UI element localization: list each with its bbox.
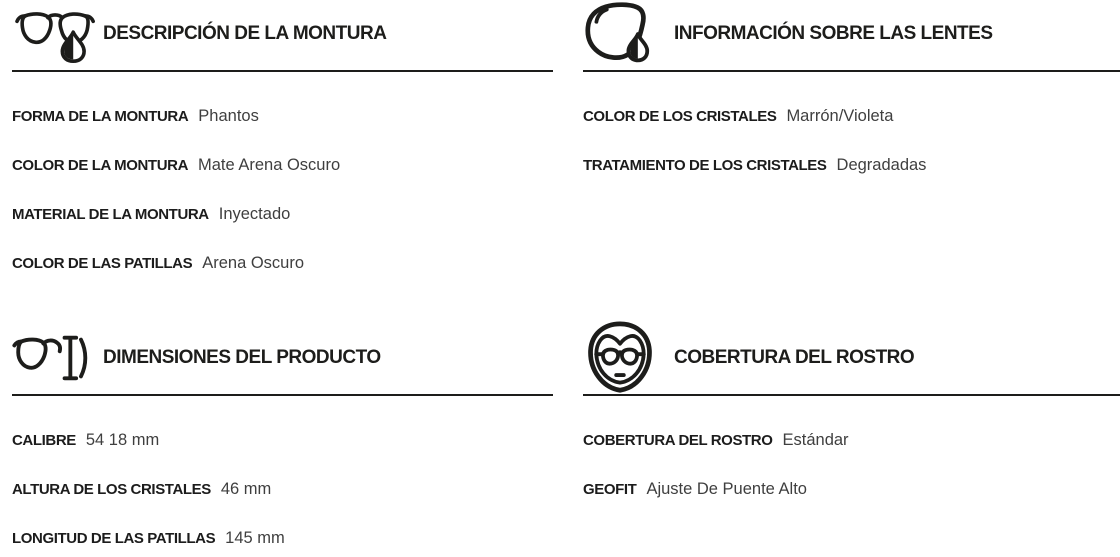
spec-label: COLOR DE LOS CRISTALES	[583, 108, 777, 125]
spec-label: COLOR DE LA MONTURA	[12, 157, 188, 174]
face-glasses-icon	[583, 320, 674, 396]
spec-value: 145 mm	[225, 529, 285, 547]
spec-label: LONGITUD DE LAS PATILLAS	[12, 530, 216, 547]
spec-row	[12, 429, 553, 452]
spec-value: Degradadas	[836, 156, 927, 174]
section-header	[583, 324, 1120, 392]
sunglasses-drop-icon	[12, 5, 103, 63]
section-title: INFORMACIÓN SOBRE LAS LENTES	[674, 23, 993, 44]
spec-row	[583, 105, 1120, 128]
spec-label: TRATAMIENTO DE LOS CRISTALES	[583, 157, 827, 174]
spec-row	[12, 154, 553, 177]
section-header	[12, 324, 553, 392]
spec-row	[12, 203, 553, 226]
spec-label: COBERTURA DEL ROSTRO	[583, 432, 773, 449]
spec-rows	[12, 72, 553, 275]
spec-label: GEOFIT	[583, 481, 637, 498]
spec-label: ALTURA DE LOS CRISTALES	[12, 481, 211, 498]
spec-rows	[583, 72, 1120, 177]
spec-row	[583, 429, 1120, 452]
spec-value: Ajuste De Puente Alto	[646, 480, 807, 498]
lens-drop-icon	[583, 2, 674, 66]
spec-label: COLOR DE LAS PATILLAS	[12, 255, 193, 272]
section-title: DIMENSIONES DEL PRODUCTO	[103, 347, 381, 368]
section-lens-information	[583, 0, 1120, 275]
spec-row	[12, 252, 553, 275]
section-product-dimensions	[12, 324, 553, 550]
section-title: DESCRIPCIÓN DE LA MONTURA	[103, 23, 387, 44]
spec-value: 54 18 mm	[85, 431, 160, 449]
section-frame-description	[12, 0, 553, 275]
spec-row	[583, 154, 1120, 177]
spec-value: Mate Arena Oscuro	[198, 156, 341, 174]
spec-label: FORMA DE LA MONTURA	[12, 108, 189, 125]
spec-value: Inyectado	[218, 205, 291, 223]
spec-rows	[583, 396, 1120, 501]
section-header	[583, 0, 1120, 68]
spec-row	[12, 527, 553, 550]
spec-value: Estándar	[782, 431, 849, 449]
section-title: COBERTURA DEL ROSTRO	[674, 347, 915, 368]
spec-row	[12, 478, 553, 501]
spec-row	[12, 105, 553, 128]
glasses-caliper-icon	[12, 330, 103, 386]
spec-value: Phantos	[198, 107, 259, 125]
spec-value: Marrón/Violeta	[786, 107, 894, 125]
spec-value: Arena Oscuro	[202, 254, 305, 272]
spec-label: MATERIAL DE LA MONTURA	[12, 206, 209, 223]
spec-row	[583, 478, 1120, 501]
spec-rows	[12, 396, 553, 550]
spec-label: CALIBRE	[12, 432, 76, 449]
section-face-coverage	[583, 324, 1120, 550]
spec-value: 46 mm	[220, 480, 272, 498]
section-header	[12, 0, 553, 68]
